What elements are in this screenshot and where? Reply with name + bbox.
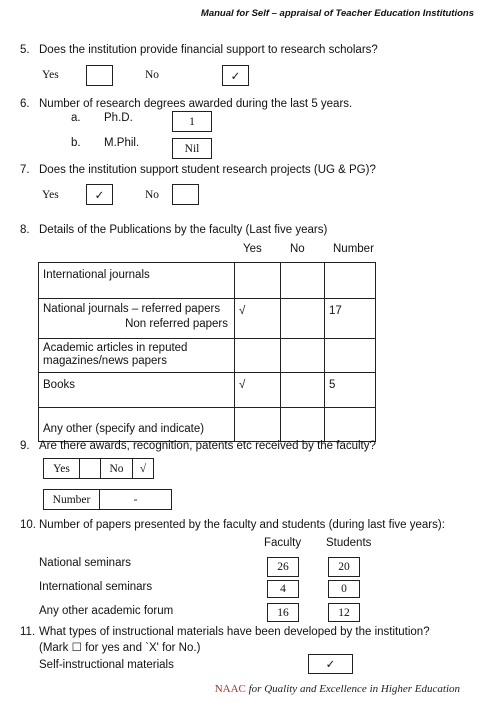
mphil-count-field[interactable]: Nil <box>172 138 212 159</box>
q6a-index: a. <box>71 112 81 124</box>
q9-yes-checkbox[interactable] <box>79 458 101 479</box>
q9-text: Are there awards, recognition, patents etc received by the faculty? <box>39 440 376 452</box>
pub-row-label: Any other (specify and indicate) <box>43 423 205 435</box>
table-row <box>39 299 376 339</box>
seminar-row-label: National seminars <box>39 557 132 569</box>
q6-number: 6. <box>20 98 30 110</box>
q6b-index: b. <box>71 137 81 149</box>
seminar-faculty-field[interactable]: 16 <box>267 603 299 622</box>
seminar-row-label: International seminars <box>39 581 153 593</box>
q9-yes-label: Yes <box>43 458 79 479</box>
q9-number: 9. <box>20 440 30 452</box>
pub-row-sublabel: Non referred papers <box>125 318 228 330</box>
q5-no-label: No <box>145 69 160 81</box>
q10-text: Number of papers presented by the faculty and students (during last five years): <box>39 519 445 531</box>
pub-row-yes[interactable] <box>235 339 280 351</box>
q8-col-no: No <box>290 243 305 255</box>
publications-table <box>38 262 376 442</box>
q9-no-checkbox[interactable]: √ <box>132 458 154 479</box>
q11-note: (Mark ☐ for yes and `X' for No.) <box>39 642 201 654</box>
q11-number: 11. <box>20 626 36 638</box>
q11-item-label: Self-instructional materials <box>39 659 174 671</box>
q11-text: What types of instructional materials have been developed by the institution? <box>39 626 430 638</box>
pub-row-yes[interactable]: √ <box>239 379 246 391</box>
q9-no-label: No <box>101 458 132 479</box>
q8-text: Details of the Publications by the faculty (Last five years) <box>39 224 328 236</box>
pub-row-number[interactable] <box>325 408 375 420</box>
running-header: Manual for Self – appraisal of Teacher Education Institutions <box>200 8 474 19</box>
pub-row-label: Books <box>43 379 75 391</box>
table-row <box>39 408 376 442</box>
q7-text: Does the institution support student research projects (UG & PG)? <box>39 164 376 176</box>
page-footer <box>215 683 460 695</box>
q8-col-yes: Yes <box>243 243 262 255</box>
pub-row-no[interactable] <box>281 373 324 385</box>
seminar-students-field[interactable]: 12 <box>328 603 360 622</box>
q7-yes-checkbox[interactable]: ✓ <box>86 184 113 205</box>
q5-no-checkbox[interactable]: ✓ <box>222 65 249 86</box>
pub-row-no[interactable] <box>281 299 324 311</box>
pub-row-no[interactable] <box>281 339 324 351</box>
table-row <box>39 263 376 299</box>
pub-row-number[interactable]: 5 <box>329 379 336 391</box>
q10-col-faculty: Faculty <box>264 537 302 549</box>
q10-number: 10. <box>20 519 36 531</box>
q7-no-label: No <box>145 189 160 201</box>
self-instructional-checkbox[interactable]: ✓ <box>308 654 353 674</box>
pub-row-number[interactable] <box>325 339 375 351</box>
footer-tagline: for Quality and Excellence in Higher Education <box>248 683 460 695</box>
seminar-faculty-field[interactable]: 4 <box>267 580 299 598</box>
pub-row-yes[interactable] <box>235 263 280 275</box>
q6b-label: M.Phil. <box>104 137 140 149</box>
q6a-label: Ph.D. <box>104 112 133 124</box>
q5-number: 5. <box>20 44 30 56</box>
q8-number: 8. <box>20 224 30 236</box>
q7-number: 7. <box>20 164 30 176</box>
pub-row-yes[interactable]: √ <box>239 305 246 317</box>
q5-yes-checkbox[interactable] <box>86 65 113 86</box>
phd-count-field[interactable]: 1 <box>172 111 212 132</box>
pub-row-number[interactable]: 17 <box>329 305 342 317</box>
q5-text: Does the institution provide financial support to research scholars? <box>39 44 378 56</box>
q9-number-field[interactable]: - <box>99 489 172 510</box>
naac-text: NAAC <box>214 683 246 695</box>
seminar-faculty-field[interactable]: 26 <box>267 557 299 577</box>
q7-no-checkbox[interactable] <box>172 184 199 205</box>
pub-row-number[interactable] <box>325 263 375 275</box>
pub-row-no[interactable] <box>281 408 324 420</box>
seminar-students-field[interactable]: 0 <box>328 580 360 598</box>
q7-yes-label: Yes <box>42 189 59 201</box>
pub-row-no[interactable] <box>281 263 324 275</box>
q6-text: Number of research degrees awarded during the last 5 years. <box>39 98 353 110</box>
pub-row-label: International journals <box>43 269 150 281</box>
q10-col-students: Students <box>326 537 372 549</box>
pub-row-label: National journals – referred papers <box>43 303 221 315</box>
q8-col-number: Number <box>333 243 374 255</box>
seminar-row-label: Any other academic forum <box>39 605 174 617</box>
pub-row-yes[interactable] <box>235 408 280 420</box>
q9-number-label: Number <box>43 489 99 510</box>
seminar-students-field[interactable]: 20 <box>328 557 360 577</box>
table-row <box>39 373 376 408</box>
pub-row-label: Academic articles in reputed magazines/news papers <box>43 342 188 367</box>
table-row <box>39 339 376 373</box>
q5-yes-label: Yes <box>42 69 59 81</box>
